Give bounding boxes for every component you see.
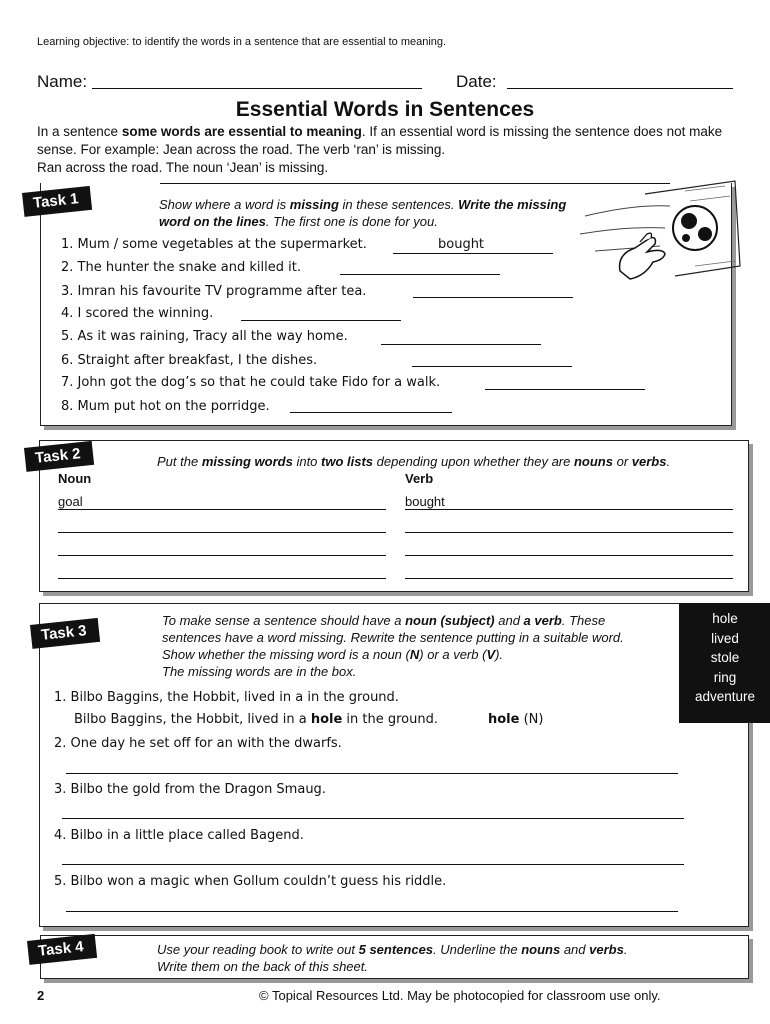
- task3-item-4: 4. Bilbo in a little place called Bagend.: [54, 828, 304, 843]
- t3-a1-a: Bilbo Baggins, the Hobbit, lived in a: [74, 712, 311, 727]
- word-box-item: ring: [713, 669, 737, 685]
- word-box-item: stole: [710, 650, 740, 665]
- learning-objective: Learning objective: to identify the words in a sentence that are essential to meaning.: [37, 36, 447, 48]
- verb-line-3[interactable]: [405, 555, 733, 556]
- task1-item-6: 6. Straight after breakfast, I the dishes.: [61, 353, 318, 368]
- date-label: Date:: [456, 72, 497, 91]
- task3-answer-line-3[interactable]: [62, 818, 684, 819]
- noun-column-header: Noun: [58, 471, 92, 486]
- t3-i-b: noun (subject): [405, 613, 495, 628]
- date-field[interactable]: [507, 88, 733, 89]
- verb-line-2[interactable]: [405, 532, 733, 533]
- task3-item-5: 5. Bilbo won a magic when Gollum couldn’t guess his riddle.: [54, 874, 447, 889]
- task3-answer-line-4[interactable]: [62, 864, 684, 865]
- t4-i-c: . Underline the: [433, 942, 522, 957]
- missing-words-box: [679, 603, 770, 723]
- t2-i-e: depending upon whether they are: [373, 454, 574, 469]
- t3-a1-word: hole: [488, 712, 520, 727]
- t2-i-h: verbs: [631, 454, 667, 469]
- t3-a1-c: in the ground.: [342, 712, 438, 727]
- t1-i-d: Write the missing word on the lines: [159, 197, 567, 229]
- t1-i-e: . The first one is done for you.: [265, 214, 438, 229]
- task4-tag: Task 4: [27, 934, 97, 965]
- intro-text-bold: some words are essential to meaning: [121, 124, 362, 139]
- t1-i-c: in these sentences.: [338, 197, 459, 212]
- goalkeeper-glove-icon: [575, 176, 745, 291]
- noun-example: goal: [58, 494, 83, 509]
- verb-example: bought: [405, 494, 445, 509]
- t3-i-i: ).: [495, 647, 504, 662]
- t4-i-h: Write them on the back of this sheet.: [157, 959, 368, 974]
- task1-answer-line-2[interactable]: [340, 274, 500, 275]
- t3-i-j: The missing words are in the box.: [162, 664, 357, 679]
- task1-item-3: 3. Imran his favourite TV programme after tea.: [61, 284, 367, 299]
- t2-i-f: nouns: [573, 454, 613, 469]
- t4-i-e: and: [560, 942, 590, 957]
- t2-i-a: Put the: [157, 454, 202, 469]
- t1-i-b: missing: [289, 197, 339, 212]
- t3-i-c: and: [494, 613, 524, 628]
- t3-i-g: ) or a verb (: [419, 647, 487, 662]
- task1-answer-line-5[interactable]: [381, 344, 541, 345]
- task1-item-4: 4. I scored the winning.: [61, 306, 214, 321]
- task1-answer-line-3[interactable]: [413, 297, 573, 298]
- t3-i-a: To make sense a sentence should have a: [162, 613, 406, 628]
- task1-answer-line-6[interactable]: [412, 366, 572, 367]
- t3-i-h: V: [486, 647, 496, 662]
- copyright: [259, 988, 660, 1003]
- task3-item-2: 2. One day he set off for an with the dwarfs.: [54, 736, 342, 751]
- task1-item-2: 2. The hunter the snake and killed it.: [61, 260, 301, 275]
- noun-line-4[interactable]: [58, 578, 386, 579]
- t2-i-c: into: [292, 454, 322, 469]
- verb-line-4[interactable]: [405, 578, 733, 579]
- t4-i-a: Use your reading book to write out: [157, 942, 359, 957]
- task1-instructions: [159, 196, 589, 230]
- t4-i-b: 5 sentences: [358, 942, 434, 957]
- task2-tag: Task 2: [24, 441, 94, 472]
- t3-i-e: . These sentences have a word missing. Rewrite the sentence putting in a suitable word. Show whether the missing word is a noun (: [162, 613, 624, 662]
- t4-i-g: .: [623, 942, 628, 957]
- t2-i-g: or: [612, 454, 632, 469]
- word-box-item: hole: [712, 611, 738, 626]
- t4-i-f: verbs: [589, 942, 624, 957]
- name-field[interactable]: [92, 88, 422, 89]
- noun-line-2[interactable]: [58, 532, 386, 533]
- t3-i-f: N: [409, 647, 420, 662]
- name-label: Name:: [37, 72, 88, 91]
- task1-item-5: 5. As it was raining, Tracy all the way home.: [61, 329, 348, 344]
- t3-a1-type: (N): [519, 712, 544, 727]
- noun-line-1[interactable]: [58, 509, 386, 510]
- task4-instructions: [157, 941, 737, 975]
- task1-answer-line-7[interactable]: [485, 389, 645, 390]
- task3-item-1-answer: [74, 712, 438, 727]
- task2-instructions: [157, 453, 747, 470]
- t2-i-i: .: [666, 454, 671, 469]
- intro-text-a: In a sentence: [37, 124, 122, 139]
- task1-item-8: 8. Mum put hot on the porridge.: [61, 399, 270, 414]
- t2-i-d: two lists: [321, 454, 374, 469]
- task1-tag: Task 1: [22, 186, 92, 217]
- task3-answer-line-2[interactable]: [66, 773, 678, 774]
- word-box-item: lived: [711, 630, 739, 646]
- task3-answer-line-5[interactable]: [66, 911, 678, 912]
- noun-line-3[interactable]: [58, 555, 386, 556]
- task1-answer-line-8[interactable]: [290, 412, 452, 413]
- task3-item-1: 1. Bilbo Baggins, the Hobbit, lived in a in the ground.: [54, 690, 399, 705]
- page-number: 2: [37, 988, 45, 1003]
- task1-item-7: 7. John got the dog’s so that he could take Fido for a walk.: [61, 375, 441, 390]
- intro-text-example: Ran across the road. The noun ‘Jean’ is missing.: [37, 160, 329, 175]
- intro-text: [37, 123, 737, 177]
- t4-i-d: nouns: [521, 942, 561, 957]
- t1-i-a: Show where a word is: [159, 197, 290, 212]
- verb-line-1[interactable]: [405, 509, 733, 510]
- t3-a1-b: hole: [310, 712, 343, 727]
- task1-example-answer: bought: [438, 237, 485, 252]
- t3-i-d: a verb: [523, 613, 562, 628]
- intro-text-c: . If an essential word is missing the sentence does not make sense. For example: Jean across the road. The verb ‘ran’ is missing.: [37, 124, 723, 157]
- task1-answer-line-4[interactable]: [241, 320, 401, 321]
- task1-item-1: 1. Mum / some vegetables at the supermarket.: [61, 237, 367, 252]
- verb-column-header: Verb: [405, 471, 434, 486]
- task3-tag: Task 3: [30, 618, 100, 649]
- copyright-icon: ©: [259, 988, 272, 1003]
- task3-item-1-type: [488, 712, 543, 727]
- task3-item-3: 3. Bilbo the gold from the Dragon Smaug.: [54, 782, 326, 797]
- page-title: Essential Words in Sentences: [235, 98, 535, 121]
- t2-i-b: missing words: [201, 454, 293, 469]
- copyright-text: Topical Resources Ltd. May be photocopied for classroom use only.: [271, 988, 661, 1003]
- task1-answer-line-1[interactable]: [393, 253, 553, 254]
- word-box-item: adventure: [694, 689, 756, 704]
- task3-instructions: [162, 612, 657, 680]
